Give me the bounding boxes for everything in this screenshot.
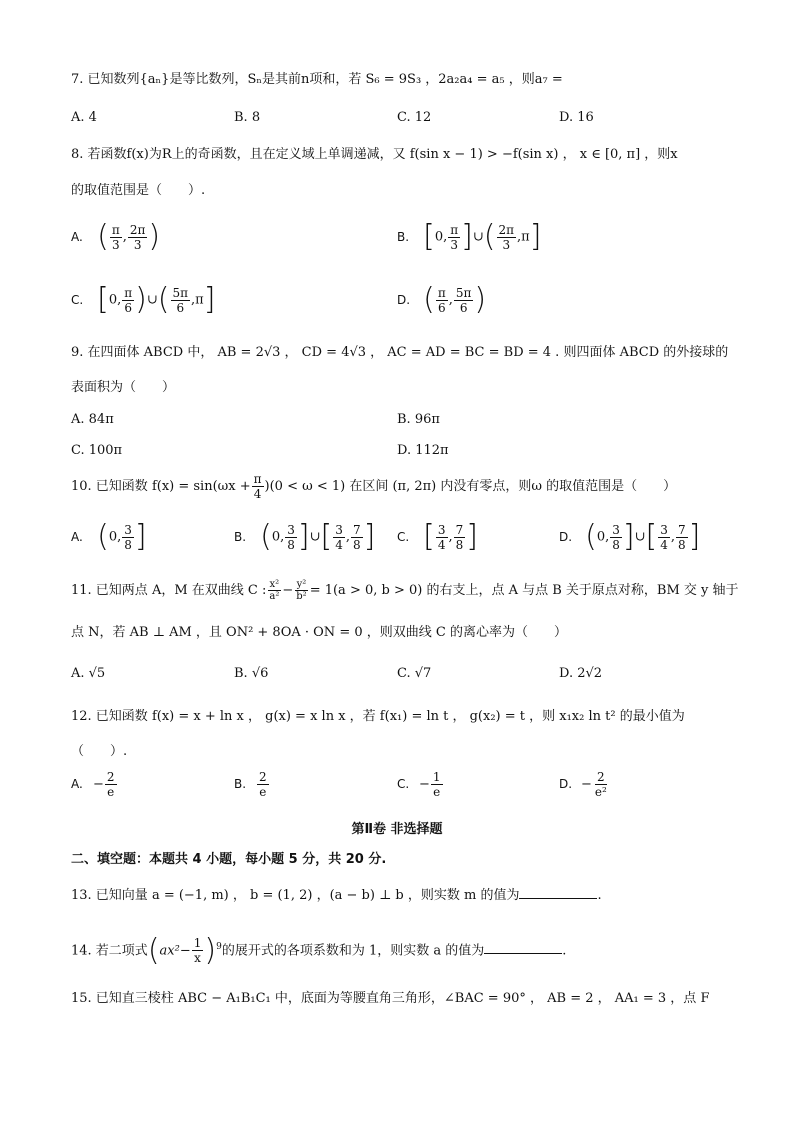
fraction: $\frac{\text{x²}}{\text{a²}}$ [269, 579, 280, 602]
fraction: $\frac{7}{8}$ [678, 522, 686, 552]
q9-option-b: B. 96π [397, 412, 440, 427]
question-8-line2: 的取值范围是（ ）. [71, 183, 206, 198]
fraction: $\frac{1}{e}$ [432, 770, 441, 799]
fraction: $\frac{5\pi}{6}$ [172, 285, 189, 315]
q12-option-d: D. − $\frac{2}{\text{e²}}$ [559, 770, 607, 799]
q10-option-a: A. (0, $\frac{3}{8}$ ] [71, 519, 147, 554]
answer-blank [484, 939, 562, 954]
q11-option-b: B. √6 [234, 666, 269, 681]
q11-option-d: D. 2√2 [559, 666, 603, 681]
question-11-line1: 11. 已知两点 A，M 在双曲线 C : $\frac{\text{x²}}{\text{a²}}$ − $\frac{\text{y²}}{\text{b²}}$ = 1(a > 0, b > 0) 的右支上，点 A 与点 B 关于原点对称，BM 交 y 轴于 [71, 579, 739, 602]
option-label: C. [71, 292, 84, 307]
open-paren: ( [97, 219, 109, 254]
q12-option-a: A. − $\frac{2}{e}$ [71, 770, 115, 799]
question-9-line2: 表面积为（ ） [71, 380, 176, 395]
fraction: $\frac{\pi}{3}$ [450, 222, 459, 252]
fraction: $\frac{\pi}{3}$ [111, 222, 120, 252]
fill-in-header: 二、填空题：本题共 4 小题，每小题 5 分，共 20 分. [71, 852, 387, 867]
fraction: $\frac{3}{8}$ [612, 522, 620, 552]
fraction: $\frac{2}{e}$ [106, 770, 115, 799]
fraction: $\frac{1}{x}$ [193, 936, 202, 966]
question-15: 15. 已知直三棱柱 ABC − A₁B₁C₁ 中，底面为等腰直角三角形，∠BAC = 90° ， AB = 2 ， AA₁ = 3 ，点 F [71, 991, 710, 1006]
fraction: $\frac{3}{4}$ [660, 522, 668, 552]
question-11-line2: 点 N，若 AB ⊥ AM ，且 ON² + 8OA · ON = 0 ，则双曲线 C 的离心率为（ ） [71, 625, 567, 640]
q10-option-b: B. (0, $\frac{3}{8}$ ]∪[ $\frac{3}{4}$ , $\frac{7}{8}$ ] [234, 519, 376, 554]
q9-option-d: D. 112π [397, 443, 449, 458]
fraction: $\frac{\pi}{4}$ [253, 472, 262, 501]
q7-option-d: D. 16 [559, 110, 594, 125]
fraction: $\frac{3}{8}$ [124, 522, 132, 552]
option-label: D. [397, 292, 411, 307]
q12-option-c: C. − $\frac{1}{e}$ [397, 770, 441, 799]
question-14: 14. 若二项式(ax²− $\frac{1}{x}$ )$^9$的展开式的各项系数和为 1，则实数 a 的值为 . [71, 932, 567, 968]
question-9-line1: 9. 在四面体 ABCD 中， AB = 2√3 ， CD = 4√3 ， AC = AD = BC = BD = 4 . 则四面体 ABCD 的外接球的 [71, 345, 729, 360]
fraction: $\frac{3}{8}$ [287, 522, 295, 552]
q8-option-a: A. ( $\frac{\pi}{3}$ , $\frac{2\pi}{3}$ ) [71, 219, 161, 254]
fraction: $\frac{2\pi}{3}$ [498, 222, 515, 252]
question-10: 10. 已知函数 f(x) = sin(ωx + $\frac{\pi}{4}$ )(0 < ω < 1) 在区间 (π, 2π) 内没有零点，则ω 的取值范围是（ ） [71, 472, 677, 501]
question-7: 7. 已知数列{aₙ}是等比数列，Sₙ是其前n项和，若 S₆ = 9S₃ ，2a₂a₄ = a₅ ，则a₇ = [71, 72, 563, 87]
q9-option-c: C. 100π [71, 443, 123, 458]
q8-option-d: D. ( $\frac{\pi}{6}$ , $\frac{5\pi}{6}$ ) [397, 282, 487, 317]
q7-option-a: A. 4 [71, 110, 97, 125]
q7-option-c: C. 12 [397, 110, 432, 125]
fraction: $\frac{7}{8}$ [353, 522, 361, 552]
q8-option-b: B. [0, $\frac{\pi}{3}$ ]∪( $\frac{2\pi}{3}$ ,π] [397, 219, 542, 254]
fraction: $\frac{5\pi}{6}$ [455, 285, 472, 315]
fraction: $\frac{2}{e}$ [259, 770, 267, 799]
q11-option-c: C. √7 [397, 666, 432, 681]
fraction: $\frac{3}{4}$ [437, 522, 446, 552]
q10-option-d: D. (0, $\frac{3}{8}$ ]∪[ $\frac{3}{4}$ , $\frac{7}{8}$ ] [559, 519, 701, 554]
q9-option-a: A. 84π [71, 412, 114, 427]
fraction: $\frac{\pi}{6}$ [124, 285, 133, 315]
option-label: B. [397, 229, 410, 244]
fraction: $\frac{3}{4}$ [335, 522, 343, 552]
fraction: $\frac{7}{8}$ [455, 522, 464, 552]
q11-option-a: A. √5 [71, 666, 106, 681]
answer-blank [519, 884, 597, 899]
q10-option-c: C. [ $\frac{3}{4}$ , $\frac{7}{8}$ ] [397, 519, 478, 554]
q7-option-b: B. 8 [234, 110, 261, 125]
q8-option-c: C. [0, $\frac{\pi}{6}$ )∪( $\frac{5\pi}{6}$ ,π] [71, 282, 216, 317]
question-13: 13. 已知向量 a = (−1, m) ， b = (1, 2) ，(a − b) ⊥ b ，则实数 m 的值为 . [71, 884, 602, 906]
question-8-line1: 8. 若函数f(x)为R上的奇函数，且在定义域上单调递减，又 f(sin x − 1) > −f(sin x) ， x ∈ [0, π] ，则x [71, 147, 678, 162]
fraction: $\frac{2}{\text{e²}}$ [594, 770, 607, 799]
close-paren: ) [148, 219, 161, 254]
q12-option-b: B. $\frac{2}{e}$ [234, 770, 267, 799]
option-label: A. [71, 229, 83, 244]
question-12-line2: （ ）. [71, 744, 128, 759]
fraction: $\frac{\text{y²}}{\text{b²}}$ [296, 579, 307, 602]
fraction: $\frac{2\pi}{3}$ [129, 222, 146, 252]
fraction: $\frac{\pi}{6}$ [437, 285, 446, 315]
section-title: 第Ⅱ卷 非选择题 [351, 822, 443, 837]
question-12-line1: 12. 已知函数 f(x) = x + ln x ， g(x) = x ln x ，若 f(x₁) = ln t ， g(x₂) = t ，则 x₁x₂ ln t² 的最小值为 [71, 709, 685, 724]
